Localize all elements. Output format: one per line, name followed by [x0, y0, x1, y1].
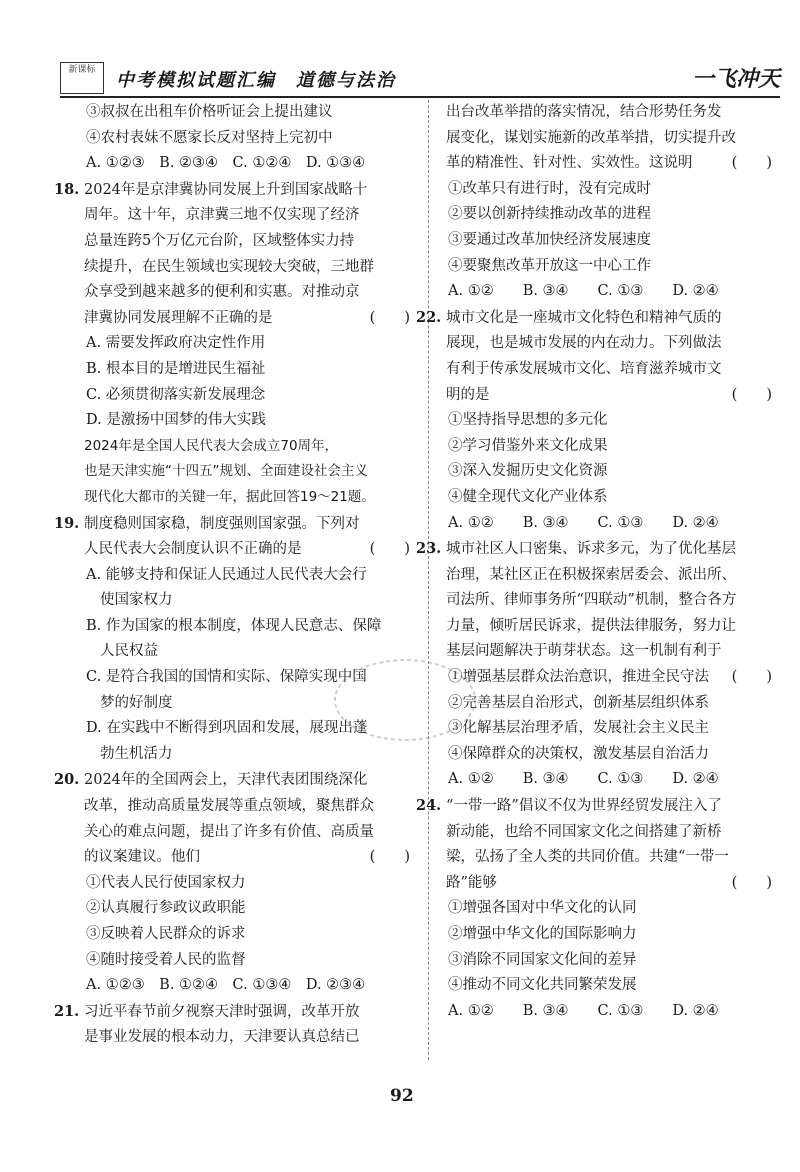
- option-continuation: [84, 588, 414, 614]
- question-line: [416, 793, 776, 820]
- option-line: [84, 973, 414, 999]
- line-text: 总量连跨5个万亿元台阶，区域整体实力持: [84, 232, 355, 249]
- question-line: [54, 767, 414, 794]
- option-line: [446, 408, 776, 434]
- line-text: 城市社区人口密集、诉求多元，为了优化基层: [446, 541, 736, 558]
- line-text: 2024年是京津冀协同发展上升到国家战略十: [84, 181, 368, 198]
- question-continuation: [446, 100, 776, 126]
- line-text: ③深入发掘历史文化资源: [448, 463, 608, 480]
- option-line: [84, 922, 414, 948]
- line-text: D. 在实践中不断得到巩固和发展，展现出蓬: [86, 720, 368, 737]
- option-line: [84, 614, 414, 640]
- line-text: 现代化大都市的关键一年，据此回答19～21题。: [84, 488, 375, 505]
- line-text: 也是天津实施“十四五”规划、全面建设社会主义: [84, 463, 368, 480]
- line-text: A. 需要发挥政府决定性作用: [86, 335, 266, 352]
- option-line: [446, 948, 776, 974]
- option-line: [84, 126, 414, 152]
- question-continuation: [84, 794, 414, 820]
- question-continuation: [84, 229, 414, 255]
- line-text: 使国家权力: [100, 592, 173, 609]
- question-line: [54, 511, 414, 538]
- option-line: [446, 896, 776, 922]
- option-line: [446, 279, 776, 305]
- line-text: 是事业发展的根本动力，天津要认真总结已: [84, 1029, 360, 1046]
- answer-blank: ( ): [369, 849, 410, 866]
- line-text: C. 是符合我国的国情和实际、保障实现中国: [86, 669, 367, 686]
- line-text: 革的精准性、针对性、实效性。这说明: [446, 155, 693, 172]
- line-text: ②要以创新持续推动改革的进程: [448, 206, 651, 223]
- line-text: 梦的好制度: [100, 694, 173, 711]
- line-text: ①坚持指导思想的多元化: [448, 412, 608, 429]
- question-continuation: [84, 280, 414, 306]
- line-text: A. ①② B. ③④ C. ①③ D. ②④: [448, 771, 719, 788]
- question-continuation: [446, 563, 776, 589]
- line-text: 周年。这十年，京津冀三地不仅实现了经济: [84, 207, 360, 224]
- question-continuation: [446, 614, 776, 640]
- book-title: 中考模拟试题汇编 道德与法治: [116, 70, 396, 91]
- question-continuation: [446, 588, 776, 614]
- line-text: ①改革只有进行时，没有完成时: [448, 180, 651, 197]
- question-number: 21.: [54, 1002, 80, 1020]
- question-continuation: [446, 126, 776, 152]
- question-line: [416, 305, 776, 332]
- passage-line: [84, 485, 414, 511]
- line-text: 人民代表大会制度认识不正确的是: [84, 541, 302, 558]
- line-text: 关心的难点问题，提出了许多有价值、高质量: [84, 823, 374, 840]
- answer-blank: ( ): [369, 309, 410, 326]
- option-line: [446, 716, 776, 742]
- option-line: [84, 151, 414, 177]
- question-continuation: [446, 820, 776, 846]
- option-line: [446, 922, 776, 948]
- answer-blank: ( ): [731, 669, 772, 686]
- question-continuation: [446, 383, 776, 409]
- question-line: [54, 177, 414, 204]
- option-line: [446, 177, 776, 203]
- option-line: [446, 511, 776, 537]
- question-continuation: [446, 639, 776, 665]
- line-text: 出台改革举措的落实情况，结合形势任务发: [446, 104, 722, 120]
- line-text: 司法所、律师事务所“四联动”机制，整合各方: [446, 592, 737, 609]
- option-line: [446, 485, 776, 511]
- line-text: 勃生机活力: [100, 745, 173, 762]
- page-header: [60, 60, 780, 98]
- line-text: ④推动不同文化共同繁荣发展: [448, 977, 637, 994]
- option-line: [446, 665, 776, 691]
- line-text: A. ①②③ B. ①②④ C. ①③④ D. ②③④: [86, 977, 366, 994]
- left-column: [54, 100, 414, 1051]
- option-line: [446, 202, 776, 228]
- line-text: 明的是: [446, 386, 490, 403]
- line-text: ③叔叔在出租车价格听证会上提出建议: [86, 104, 333, 120]
- line-text: ①增强基层群众法治意识，推进全民守法: [448, 669, 709, 686]
- option-line: [84, 896, 414, 922]
- line-text: ④要聚焦改革开放这一中心工作: [448, 257, 651, 274]
- line-text: A. 能够支持和保证人民通过人民代表大会行: [86, 566, 367, 583]
- line-text: 展现，也是城市发展的内在动力。下列做法: [446, 335, 722, 352]
- option-line: [446, 434, 776, 460]
- option-line: [446, 742, 776, 768]
- line-text: ②完善基层自治形式，创新基层组织体系: [448, 694, 709, 711]
- option-line: [84, 408, 414, 434]
- line-text: ①增强各国对中华文化的认同: [448, 900, 637, 917]
- line-text: 城市文化是一座城市文化特色和精神气质的: [446, 309, 722, 326]
- right-column: [416, 100, 776, 1024]
- passage-line: [84, 434, 414, 460]
- question-number: 20.: [54, 771, 80, 789]
- line-text: ③反映着人民群众的诉求: [86, 926, 246, 942]
- question-number: 22.: [416, 308, 442, 326]
- option-line: [84, 948, 414, 974]
- line-text: ②学习借鉴外来文化成果: [448, 437, 608, 454]
- option-line: [446, 767, 776, 793]
- brand-name: 一飞冲天: [691, 66, 780, 92]
- line-text: ④随时接受着人民的监督: [86, 951, 246, 968]
- line-text: 制度稳则国家稳，制度强则国家强。下列对: [84, 515, 360, 532]
- option-line: [84, 357, 414, 383]
- line-text: 治理，某社区正在积极探索居委会、派出所、: [446, 566, 736, 583]
- question-line: [54, 999, 414, 1026]
- question-continuation: [84, 537, 414, 563]
- watermark-stamp: [330, 640, 480, 760]
- line-text: A. ①② B. ③④ C. ①③ D. ②④: [448, 283, 719, 300]
- line-text: “一带一路”倡议不仅为世界经贸发展注入了: [446, 798, 722, 815]
- line-text: B. 根本目的是增进民生福祉: [86, 360, 266, 377]
- line-text: D. 是激扬中国梦的伟大实践: [86, 412, 266, 429]
- option-line: [446, 254, 776, 280]
- option-line: [84, 563, 414, 589]
- question-line: [416, 536, 776, 563]
- line-text: ④保障群众的决策权，激发基层自治活力: [448, 745, 709, 762]
- line-text: 的议案建议。他们: [84, 849, 200, 866]
- line-text: 梁，弘扬了全人类的共同价值。共建“一带一: [446, 849, 729, 866]
- question-continuation: [84, 203, 414, 229]
- option-line: [446, 228, 776, 254]
- question-number: 23.: [416, 540, 442, 558]
- answer-blank: ( ): [731, 386, 772, 403]
- question-continuation: [446, 151, 776, 177]
- line-text: 2024年是全国人民代表大会成立70周年，: [84, 437, 339, 454]
- answer-blank: ( ): [369, 541, 410, 558]
- question-continuation: [84, 255, 414, 281]
- line-text: 有利于传承发展城市文化、培育滋养城市文: [446, 360, 722, 377]
- passage-line: [84, 459, 414, 485]
- column-divider: [428, 100, 429, 1060]
- line-text: 改革，推动高质量发展等重点领域，聚焦群众: [84, 798, 374, 815]
- question-continuation: [446, 357, 776, 383]
- line-text: ②认真履行参政议政职能: [86, 900, 246, 917]
- line-text: ③要通过改革加快经济发展速度: [448, 231, 651, 248]
- option-line: [446, 459, 776, 485]
- line-text: ④农村表妹不愿家长反对坚持上完初中: [86, 129, 333, 146]
- line-text: 续提升，在民生领域也实现较大突破，三地群: [84, 258, 374, 275]
- answer-blank: ( ): [731, 874, 772, 891]
- line-text: 2024年的全国两会上，天津代表团围绕深化: [84, 772, 368, 789]
- option-line: [84, 871, 414, 897]
- line-text: A. ①② B. ③④ C. ①③ D. ②④: [448, 514, 719, 531]
- line-text: ②增强中华文化的国际影响力: [448, 926, 637, 942]
- line-text: 新动能，也给不同国家文化之间搭建了新桥: [446, 823, 722, 840]
- line-text: 力量，倾听居民诉求，提供法律服务，努力让: [446, 617, 736, 634]
- option-line: [446, 691, 776, 717]
- line-text: B. 作为国家的根本制度，体现人民意志、保障: [86, 617, 382, 634]
- question-continuation: [84, 1025, 414, 1051]
- series-logo-text: 新课标: [68, 65, 96, 75]
- line-text: ③化解基层治理矛盾，发展社会主义民主: [448, 720, 709, 737]
- line-text: 展变化，谋划实施新的改革举措，切实提升改: [446, 129, 736, 146]
- line-text: 基层问题解决于萌芽状态。这一机制有利于: [446, 643, 722, 660]
- question-continuation: [446, 845, 776, 871]
- series-logo: [60, 62, 104, 94]
- question-continuation: [84, 845, 414, 871]
- page-number: 92: [390, 1086, 414, 1106]
- option-line: [84, 100, 414, 126]
- line-text: ④健全现代文化产业体系: [448, 488, 608, 505]
- option-line: [84, 383, 414, 409]
- option-line: [446, 999, 776, 1025]
- question-continuation: [446, 871, 776, 897]
- line-text: 众享受到越来越多的便利和实惠。对推动京: [84, 284, 360, 301]
- option-line: [446, 973, 776, 999]
- question-number: 18.: [54, 180, 80, 198]
- question-continuation: [84, 820, 414, 846]
- line-text: 路”能够: [446, 874, 497, 891]
- question-continuation: [446, 331, 776, 357]
- question-number: 24.: [416, 797, 442, 815]
- line-text: A. ①②③ B. ②③④ C. ①②④ D. ①③④: [86, 155, 366, 172]
- answer-blank: ( ): [731, 155, 772, 172]
- question-continuation: [84, 306, 414, 332]
- option-line: [84, 331, 414, 357]
- line-text: ①代表人民行使国家权力: [86, 874, 246, 891]
- line-text: 习近平春节前夕视察天津时强调，改革开放: [84, 1003, 360, 1020]
- line-text: ③消除不同国家文化间的差异: [448, 951, 637, 968]
- line-text: C. 必须贯彻落实新发展理念: [86, 386, 266, 403]
- line-text: 人民权益: [100, 643, 158, 660]
- line-text: 津冀协同发展理解不正确的是: [84, 309, 273, 326]
- line-text: A. ①② B. ③④ C. ①③ D. ②④: [448, 1002, 719, 1019]
- question-number: 19.: [54, 514, 80, 532]
